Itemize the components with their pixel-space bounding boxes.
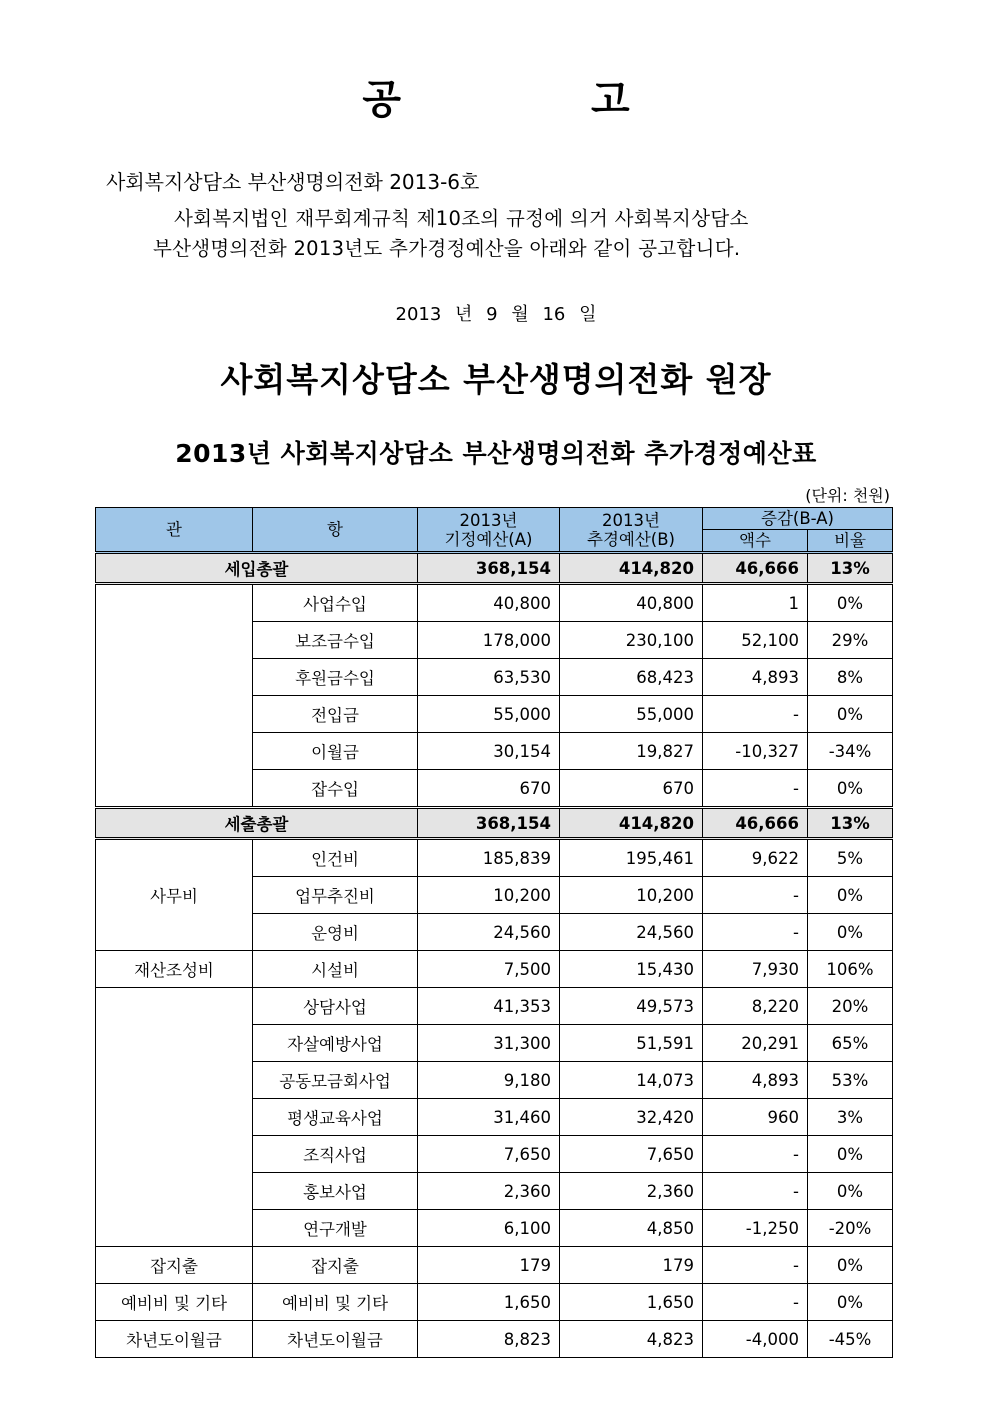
cell-b: 7,650	[560, 1136, 703, 1173]
cell-b: 1,650	[560, 1284, 703, 1321]
cell-b: 24,560	[560, 914, 703, 951]
cell-b: 55,000	[560, 696, 703, 733]
carryover-gwan-cell: 차년도이월금	[96, 1321, 253, 1358]
cell-amount: -10,327	[703, 733, 808, 770]
header-col-a-line-1: 2013년	[459, 510, 518, 530]
cell-ratio: 3%	[808, 1099, 893, 1136]
cell-a: 368,154	[418, 553, 560, 584]
property-gwan-cell: 재산조성비	[96, 951, 253, 988]
cell-ratio: -20%	[808, 1210, 893, 1247]
header-col-a	[418, 508, 560, 553]
cell-hang: 보조금수입	[253, 622, 418, 659]
header-hang: 항	[253, 508, 418, 553]
cell-amount: -1,250	[703, 1210, 808, 1247]
cell-ratio: 65%	[808, 1025, 893, 1062]
signer: 사회복지상담소 부산생명의전화 원장	[220, 360, 772, 399]
cell-amount: -	[703, 914, 808, 951]
cell-a: 178,000	[418, 622, 560, 659]
cell-hang: 상담사업	[253, 988, 418, 1025]
table-row	[96, 1247, 893, 1284]
cell-b: 49,573	[560, 988, 703, 1025]
table-row	[96, 988, 893, 1025]
cell-hang: 운영비	[253, 914, 418, 951]
cell-a: 7,500	[418, 951, 560, 988]
cell-a: 63,530	[418, 659, 560, 696]
notice-body-line-1: 사회복지법인 재무회계규칙 제10조의 규정에 의거 사회복지상담소	[174, 207, 749, 230]
notice-date: 2013 년 9 월 16 일	[395, 304, 597, 325]
cell-a: 6,100	[418, 1210, 560, 1247]
cell-ratio: 0%	[808, 1247, 893, 1284]
cell-a: 55,000	[418, 696, 560, 733]
cell-ratio: 0%	[808, 584, 893, 622]
misc-gwan-cell: 잡지출	[96, 1247, 253, 1284]
table-row	[96, 951, 893, 988]
cell-a: 31,300	[418, 1025, 560, 1062]
cell-hang: 차년도이월금	[253, 1321, 418, 1358]
cell-hang: 자살예방사업	[253, 1025, 418, 1062]
cell-b: 179	[560, 1247, 703, 1284]
cell-b: 15,430	[560, 951, 703, 988]
cell-ratio: 29%	[808, 622, 893, 659]
cell-ratio: 5%	[808, 839, 893, 877]
cell-b: 230,100	[560, 622, 703, 659]
cell-a: 40,800	[418, 584, 560, 622]
cell-a: 7,650	[418, 1136, 560, 1173]
header-col-a-line-2: 기정예산(A)	[444, 529, 533, 549]
title-left: 공	[362, 76, 401, 123]
cell-b: 670	[560, 770, 703, 808]
cell-amount: -	[703, 1284, 808, 1321]
cell-b: 195,461	[560, 839, 703, 877]
cell-amount: 52,100	[703, 622, 808, 659]
notice-body	[100, 204, 900, 264]
cell-a: 670	[418, 770, 560, 808]
income-total-label: 세입총괄	[96, 553, 418, 584]
cell-b: 10,200	[560, 877, 703, 914]
table-row	[96, 1284, 893, 1321]
expense-total-label: 세출총괄	[96, 808, 418, 839]
income-total-row	[96, 553, 893, 584]
cell-ratio: 0%	[808, 1284, 893, 1321]
cell-a: 24,560	[418, 914, 560, 951]
cell-a: 30,154	[418, 733, 560, 770]
cell-hang: 예비비 및 기타	[253, 1284, 418, 1321]
cell-ratio: 13%	[808, 808, 893, 839]
cell-ratio: -45%	[808, 1321, 893, 1358]
cell-hang: 후원금수입	[253, 659, 418, 696]
cell-hang: 공동모금회사업	[253, 1062, 418, 1099]
office-gwan-cell: 사무비	[96, 839, 253, 951]
cell-ratio: 0%	[808, 1136, 893, 1173]
cell-amount: -	[703, 770, 808, 808]
cell-hang: 전입금	[253, 696, 418, 733]
notice-number: 사회복지상담소 부산생명의전화 2013-6호	[106, 170, 480, 194]
cell-hang: 업무추진비	[253, 877, 418, 914]
cell-a: 10,200	[418, 877, 560, 914]
header-col-b-line-1: 2013년	[602, 510, 660, 530]
cell-amount: -	[703, 696, 808, 733]
cell-b: 14,073	[560, 1062, 703, 1099]
table-row	[96, 839, 893, 877]
cell-ratio: 0%	[808, 914, 893, 951]
cell-hang: 홍보사업	[253, 1173, 418, 1210]
page-title	[0, 68, 992, 125]
cell-amount: 4,893	[703, 659, 808, 696]
header-col-b	[560, 508, 703, 553]
cell-ratio: -34%	[808, 733, 893, 770]
table-title: 2013년 사회복지상담소 부산생명의전화 추가경정예산표	[175, 439, 817, 468]
cell-ratio: 53%	[808, 1062, 893, 1099]
cell-a: 368,154	[418, 808, 560, 839]
expense-total-row	[96, 808, 893, 839]
cell-b: 51,591	[560, 1025, 703, 1062]
income-gwan-cell	[96, 584, 253, 808]
cell-ratio: 0%	[808, 696, 893, 733]
table-row	[96, 584, 893, 622]
cell-b: 2,360	[560, 1173, 703, 1210]
cell-b: 4,823	[560, 1321, 703, 1358]
cell-amount: -	[703, 1247, 808, 1284]
cell-hang: 연구개발	[253, 1210, 418, 1247]
cell-ratio: 0%	[808, 770, 893, 808]
header-diff: 증감(B-A)	[703, 508, 893, 530]
cell-hang: 잡지출	[253, 1247, 418, 1284]
cell-ratio: 8%	[808, 659, 893, 696]
header-gwan: 관	[96, 508, 253, 553]
cell-a: 41,353	[418, 988, 560, 1025]
cell-ratio: 106%	[808, 951, 893, 988]
title-right: 고	[591, 76, 630, 123]
header-col-b-line-2: 추경예산(B)	[587, 529, 675, 549]
cell-amount: 1	[703, 584, 808, 622]
cell-b: 19,827	[560, 733, 703, 770]
cell-amount: 960	[703, 1099, 808, 1136]
cell-hang: 잡수입	[253, 770, 418, 808]
cell-ratio: 0%	[808, 1173, 893, 1210]
cell-ratio: 13%	[808, 553, 893, 584]
table-row	[96, 1321, 893, 1358]
cell-amount: -	[703, 877, 808, 914]
cell-amount: 4,893	[703, 1062, 808, 1099]
cell-b: 4,850	[560, 1210, 703, 1247]
cell-a: 31,460	[418, 1099, 560, 1136]
cell-hang: 평생교육사업	[253, 1099, 418, 1136]
cell-b: 414,820	[560, 553, 703, 584]
cell-a: 185,839	[418, 839, 560, 877]
cell-b: 32,420	[560, 1099, 703, 1136]
cell-amount: -	[703, 1173, 808, 1210]
cell-a: 1,650	[418, 1284, 560, 1321]
cell-amount: 7,930	[703, 951, 808, 988]
cell-b: 40,800	[560, 584, 703, 622]
cell-amount: 20,291	[703, 1025, 808, 1062]
cell-a: 2,360	[418, 1173, 560, 1210]
cell-hang: 이월금	[253, 733, 418, 770]
cell-hang: 인건비	[253, 839, 418, 877]
header-diff-ratio: 비율	[808, 530, 893, 553]
cell-b: 414,820	[560, 808, 703, 839]
cell-amount: 46,666	[703, 808, 808, 839]
header-diff-amount: 액수	[703, 530, 808, 553]
notice-body-line-2: 부산생명의전화 2013년도 추가경정예산을 아래와 같이 공고합니다.	[153, 237, 741, 260]
cell-ratio: 0%	[808, 877, 893, 914]
budget-table	[95, 507, 893, 1358]
cell-a: 9,180	[418, 1062, 560, 1099]
reserve-gwan-cell: 예비비 및 기타	[96, 1284, 253, 1321]
cell-amount: -4,000	[703, 1321, 808, 1358]
cell-a: 179	[418, 1247, 560, 1284]
business-gwan-cell	[96, 988, 253, 1247]
cell-ratio: 20%	[808, 988, 893, 1025]
table-unit: (단위: 천원)	[805, 486, 890, 505]
cell-hang: 조직사업	[253, 1136, 418, 1173]
cell-amount: 8,220	[703, 988, 808, 1025]
cell-a: 8,823	[418, 1321, 560, 1358]
cell-amount: -	[703, 1136, 808, 1173]
cell-hang: 사업수입	[253, 584, 418, 622]
cell-hang: 시설비	[253, 951, 418, 988]
cell-amount: 9,622	[703, 839, 808, 877]
cell-b: 68,423	[560, 659, 703, 696]
cell-amount: 46,666	[703, 553, 808, 584]
